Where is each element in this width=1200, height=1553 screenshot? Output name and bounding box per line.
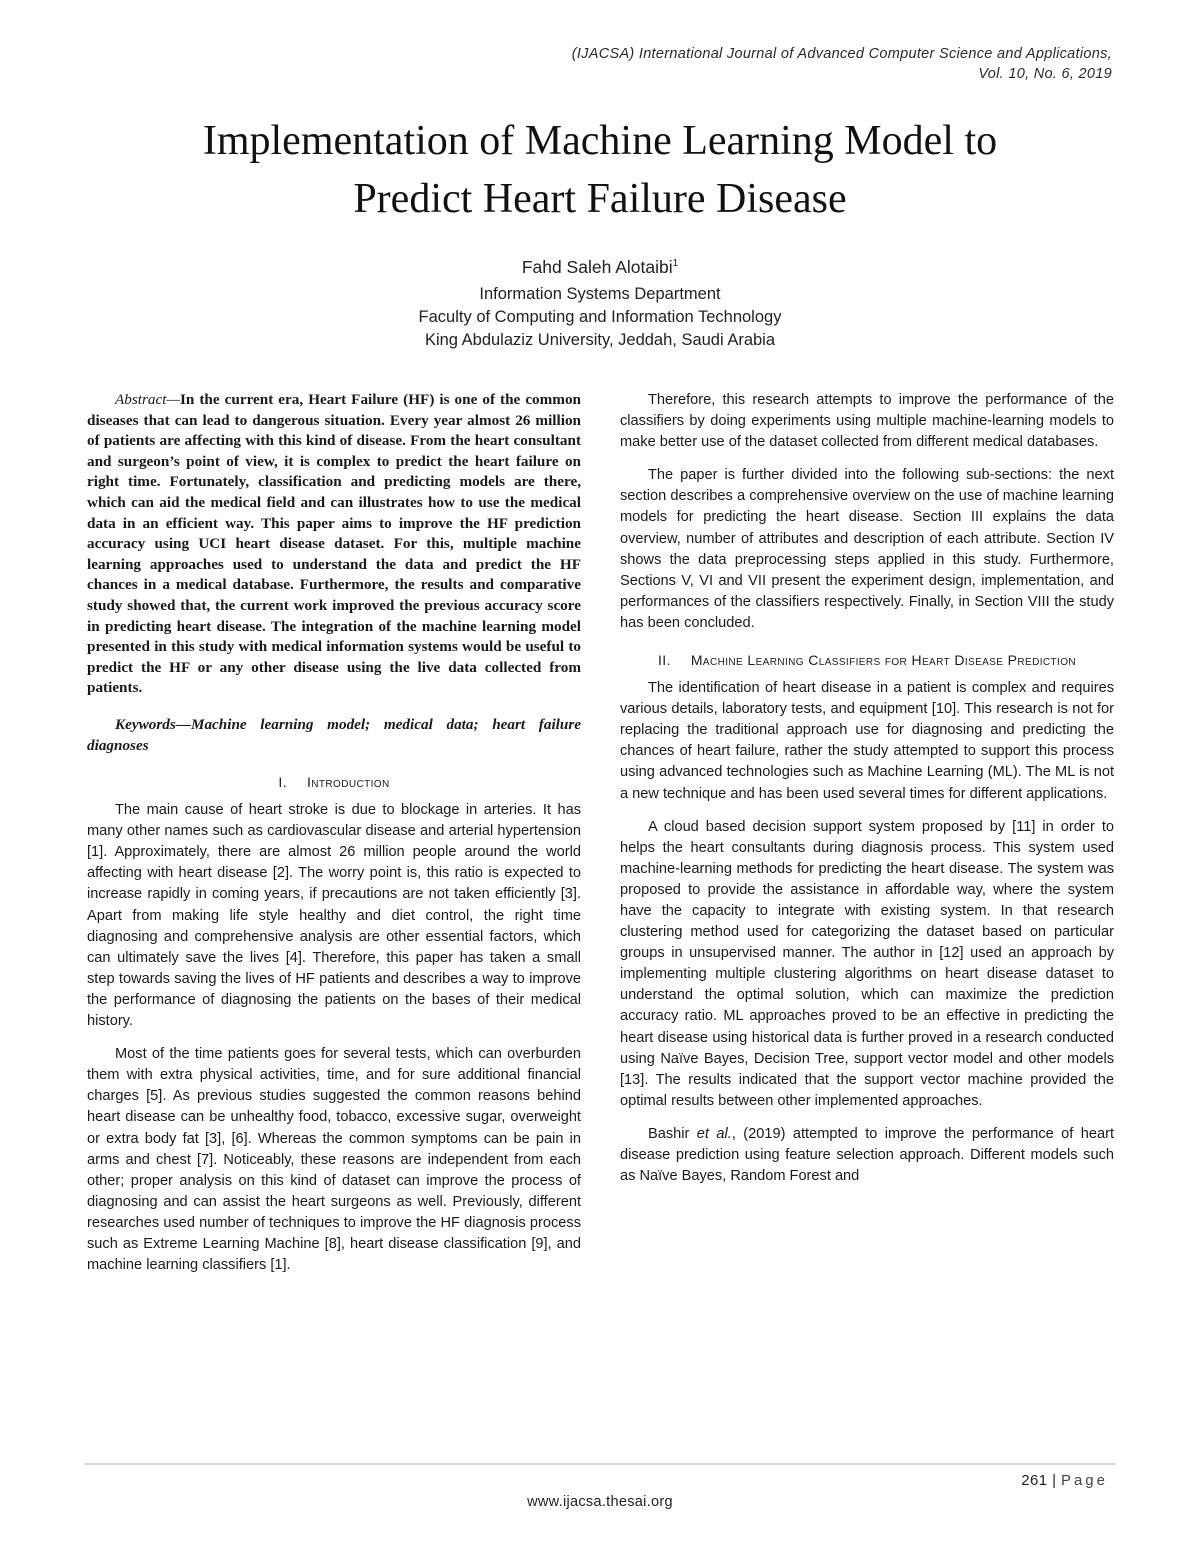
abstract-lead: Abstract— <box>115 391 180 408</box>
author-name-line <box>0 252 1200 279</box>
page-number-separator: | <box>1047 1472 1061 1489</box>
section-heading-introduction <box>87 772 581 792</box>
paragraph: The paper is further divided into the following sub-sections: the next section describes a comprehensive overview on the use of machine learning models for predicting the heart disease. Section III explains the data overview, number of attributes and description of each attribute. Section IV shows the data preprocessing steps applied in this study. Furthermore, Sections V, VI and VII present the experiment design, implementation, and performances of the classifiers respectively. Finally, in Section VIII the study has been concluded. <box>620 467 1114 631</box>
author-block <box>0 252 1200 352</box>
section-number: II. <box>658 652 671 669</box>
page-number-value: 261 <box>1021 1472 1048 1489</box>
paragraph-text: , (2019) attempted to improve the performance of heart disease prediction using feature selection approach. Different models such as Naïve Bayes, Random Forest and <box>620 1125 1115 1185</box>
paragraph <box>620 1124 1114 1187</box>
footer-divider <box>84 1463 1116 1465</box>
paragraph: A cloud based decision support system proposed by [11] in order to helps the heart consultants during diagnosis process. This system used machine-learning methods for predicting the heart disease. The system was proposed to provide the assistance in affordable way, where the system have the capacity to integrate with existing system. In that research clustering method used for categorizing the dataset based on particular groups in unsupervised manner. The author in [12] used an approach by implementing multiple clustering algorithms on heart disease dataset to understand the optimal solution, which can maximize the prediction accuracy ratio. ML approaches proved to be an effective in predicting the heart disease using historical data is further proved in a research conducted using Naïve Bayes, Decision Tree, support vector model and other models [13]. The results indicated that the support vector machine provided the optimal results between other implemented approaches. <box>620 818 1114 1109</box>
paragraph: The main cause of heart stroke is due to blockage in arteries. It has many other names such as cardiovascular disease and arterial hypertension [1]. Approximately, there are almost 26 million people around the world affecting with heart disease [2]. The worry point is, this ratio is expected to increase rapidly in coming years, if precautions are not taken efficiently [3]. Apart from making life style healthy and diet control, the right time diagnosing and comprehensive analysis are other essential factors, which can ultimately save the lives [4]. Therefore, this paper has taken a small step towards saving the lives of HF patients and describes a way to improve the performance of diagnosing the patients on the bases of their medical history. <box>87 802 581 1030</box>
journal-name: (IJACSA) International Journal of Advanced Computer Science and Applications, <box>571 46 1112 62</box>
abstract <box>87 390 581 699</box>
section-title: Introduction <box>307 774 390 791</box>
paragraph-text: Bashir <box>648 1125 697 1142</box>
author-faculty: Faculty of Computing and Information Technology <box>418 307 782 326</box>
left-column <box>87 390 581 1288</box>
paragraph: Therefore, this research attempts to improve the performance of the classifiers by doing experiments using multiple machine-learning models to make better use of the dataset collected from different medical databases. <box>620 392 1114 451</box>
paragraph-emphasis: et al. <box>696 1125 732 1142</box>
title-line-1: Implementation of Machine Learning Model to <box>202 118 998 164</box>
right-column <box>620 390 1114 1199</box>
author-department: Information Systems Department <box>479 284 721 303</box>
author-affiliation-mark: 1 <box>672 258 679 269</box>
title-line-2: Predict Heart Failure Disease <box>353 176 847 222</box>
section-number: I. <box>278 774 287 791</box>
abstract-text: In the current era, Heart Failure (HF) is one of the common diseases that can lead to dangerous situation. Every year almost 26 million of patients are affecting with this kind of disease. From the heart consultant and surgeon’s point of view, it is complex to predict the heart failure on right time. Fortunately, classification and predicting models are there, which can aid the medical field and can illustrates how to use the medical data in an efficient way. This paper aims to improve the HF prediction accuracy using UCI heart disease dataset. For this, multiple machine learning approaches used to understand the data and predict the HF chances in a medical database. Furthermore, the results and comparative study showed that, the current work improved the previous accuracy score in predicting heart disease. The integration of the machine learning model presented in this study with medical information systems would be useful to predict the HF or any other disease using the live data collected from patients. <box>87 391 581 697</box>
footer-website: www.ijacsa.thesai.org <box>527 1494 673 1510</box>
paragraph: The identification of heart disease in a patient is complex and requires various details, laboratory tests, and equipment [10]. This research is not for replacing the traditional approach use for diagnosing and predicting the chances of heart failure, rather the study attempted to support this process using advanced technologies such as Machine Learning (ML). The ML is not a new technique and has been used several times for different applications. <box>620 680 1114 802</box>
journal-header <box>572 44 1112 84</box>
keywords: Keywords—Machine learning model; medical data; heart failure diagnoses <box>87 715 581 754</box>
author-university: King Abdulaziz University, Jeddah, Saudi Arabia <box>424 330 776 349</box>
page-number <box>1021 1472 1108 1489</box>
page-word: Page <box>1060 1472 1108 1489</box>
section-heading-ml-classifiers <box>620 650 1114 670</box>
section-title: Machine Learning Classifiers for Heart Disease Prediction <box>690 652 1076 669</box>
paragraph: Most of the time patients goes for several tests, which can overburden them with extra physical activities, time, and for sure additional financial charges [5]. As previous studies suggested the common reasons behind heart disease can be unhealthy food, tobacco, excessive sugar, overweight or extra body fat [3], [6]. Whereas the common symptoms can be pain in arms and chest [7]. Noticeably, these reasons are independent from each other; proper analysis on this kind of dataset can improve the process of diagnosing and can assist the heart surgeons as well. Previously, different researches used number of techniques to improve the HF diagnosis process such as Extreme Learning Machine [8], heart disease classification [9], and machine learning classifiers [1]. <box>87 1046 581 1274</box>
paper-title <box>80 112 1120 228</box>
journal-volume: Vol. 10, No. 6, 2019 <box>978 66 1112 82</box>
author-name: Fahd Saleh Alotaibi <box>521 256 673 277</box>
